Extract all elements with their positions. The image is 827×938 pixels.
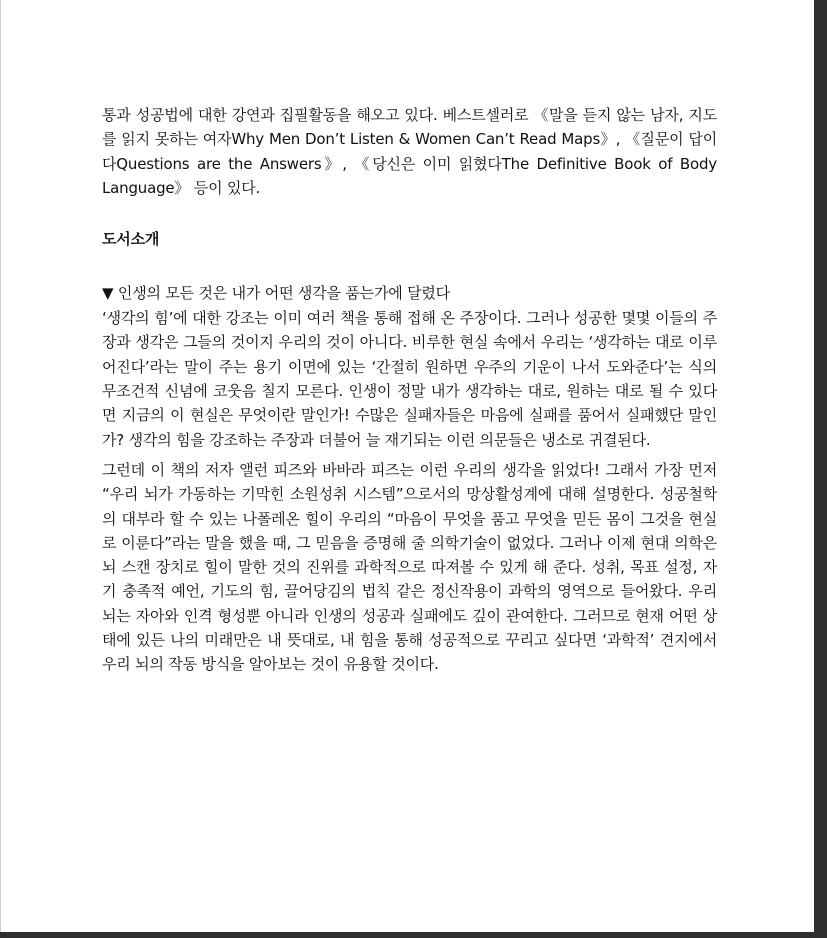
viewer-background-right bbox=[814, 0, 827, 938]
author-intro-paragraph: 통과 성공법에 대한 강연과 집필활동을 해오고 있다. 베스트셀러로 《말을 듣지 않는 남자, 지도를 읽지 못하는 여자Why Men Don’t Listen & Women Can’t Read Maps》, 《질문이 답이다Questions are the Answers》, 《당신은 이미 읽혔다The Definitive Book of Body Language》 등이 있다. bbox=[102, 106, 717, 197]
page-content bbox=[102, 103, 717, 683]
body-paragraph: 그런데 이 책의 저자 앨런 피즈와 바바라 피즈는 이런 우리의 생각을 읽었다! 그래서 가장 먼저 “우리 뇌가 가동하는 기막힌 소원성취 시스템”으로서의 망상활성계에 대해 설명한다. 성공철학의 대부라 할 수 있는 나폴레온 힐이 우리의 “마음이 무엇을 품고 무엇을 믿든 몸이 그것을 현실로 이룬다”라는 말을 했을 때, 그 믿음을 증명해 줄 의학기술이 없었다. 그러나 이제 현대 의학은 뇌 스캔 장치로 힐이 말한 것의 진위를 과학적으로 따져볼 수 있게 해 준다. 성취, 목표 설정, 자기 충족적 예언, 기도의 힘, 끌어당김의 법칙 같은 정신작용이 과학의 영역으로 들어왔다. 우리 뇌는 자아와 인격 형성뿐 아니라 인생의 성공과 실패에도 깊이 관여한다. 그러므로 현재 어떤 상태에 있든 나의 미래만은 내 뜻대로, 내 힘을 통해 성공적으로 꾸리고 싶다면 ‘과학적’ 견지에서 우리 뇌의 작동 방식을 알아보는 것이 유용할 것이다. bbox=[102, 460, 717, 674]
subheading: ▼ 인생의 모든 것은 내가 어떤 생각을 품는가에 달렸다 bbox=[102, 284, 450, 303]
viewer-background-bottom bbox=[0, 932, 827, 938]
section-heading: 도서소개 bbox=[102, 230, 160, 249]
body-paragraph: ‘생각의 힘’에 대한 강조는 이미 여러 책을 통해 접해 온 주장이다. 그러나 성공한 몇몇 이들의 주장과 생각은 그들의 것이지 우리의 것이 아니다. 비루한 현실 속에서 우리는 ‘생각하는 대로 이루어진다’라는 말이 주는 용기 이면에 있는 ‘간절히 원하면 우주의 기운이 나서 도와준다’는 식의 무조건적 신념에 코웃음 칠지 모른다. 인생이 정말 내가 생각하는 대로, 원하는 대로 될 수 있다면 지금의 이 현실은 무엇이란 말인가! 수많은 실패자들은 마음에 실패를 품어서 실패했단 말인가? 생각의 힘을 강조하는 주장과 더불어 늘 재기되는 이런 의문들은 냉소로 귀결된다. bbox=[102, 309, 717, 449]
